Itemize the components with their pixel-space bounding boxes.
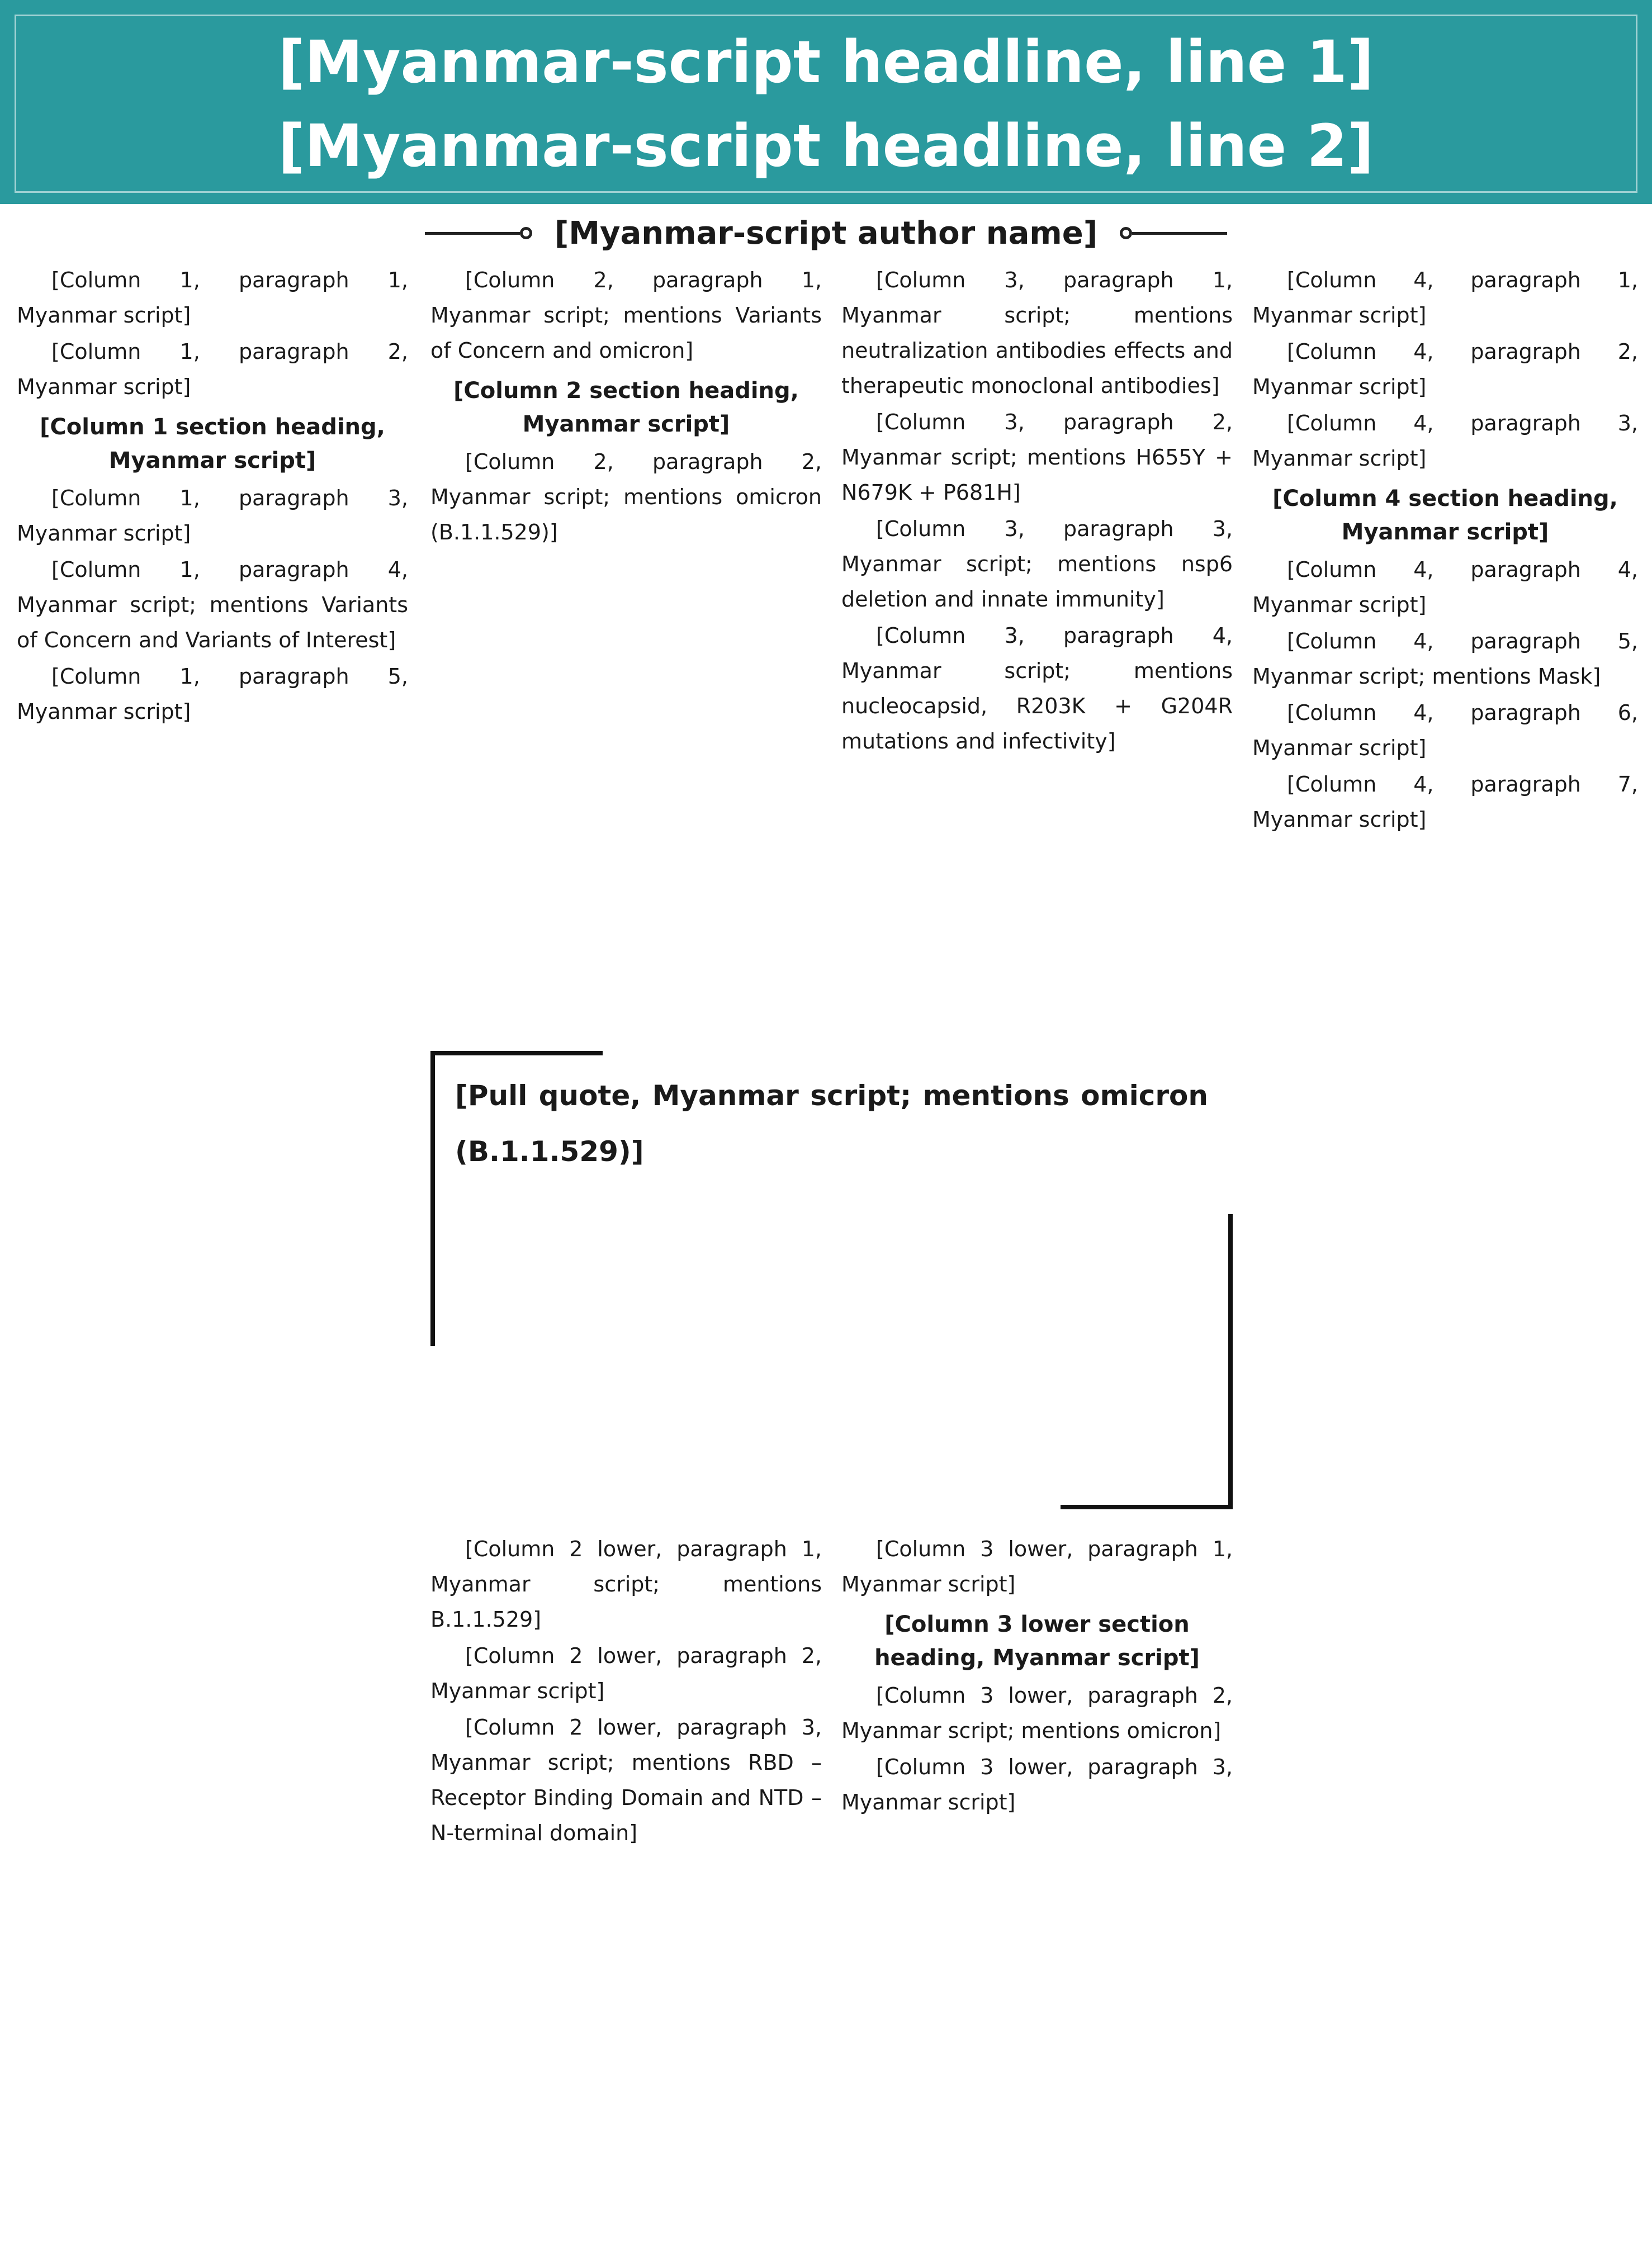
byline — [425, 214, 1227, 253]
paragraph: [Column 2, paragraph 2, Myanmar script; mentions omicron (B.1.1.529)] — [430, 449, 822, 544]
paragraph: [Column 1, paragraph 4, Myanmar script; mentions Variants of Concern and Variants of Interest] — [17, 557, 408, 652]
pull-quote-frame-top-left — [430, 1051, 603, 1346]
section-heading: [Column 3 lower section heading, Myanmar script] — [874, 1612, 1200, 1671]
paragraph: [Column 4, paragraph 3, Myanmar script] — [1252, 411, 1638, 471]
pull-quote-text: [Pull quote, Myanmar script; mentions omicron (B.1.1.529)] — [455, 1079, 1208, 1168]
paragraph: [Column 2 lower, paragraph 3, Myanmar script; mentions RBD – Receptor Binding Domain and NTD – N-terminal domain] — [430, 1715, 822, 1845]
paragraph: [Column 4, paragraph 7, Myanmar script] — [1252, 772, 1638, 832]
byline-rule-left — [425, 232, 520, 235]
author-name: [Myanmar-script author name] — [554, 215, 1098, 252]
byline-dot-left-icon — [520, 227, 532, 239]
paragraph: [Column 1, paragraph 2, Myanmar script] — [17, 339, 408, 399]
paragraph: [Column 3, paragraph 3, Myanmar script; mentions nsp6 deletion and innate immunity] — [841, 517, 1233, 612]
paragraph: [Column 2 lower, paragraph 2, Myanmar script] — [430, 1643, 822, 1703]
headline-line-2: [Myanmar-script headline, line 2] — [278, 111, 1374, 180]
byline-rule-right — [1132, 232, 1227, 235]
paragraph: [Column 4, paragraph 2, Myanmar script] — [1252, 339, 1638, 399]
paragraph: [Column 4, paragraph 6, Myanmar script] — [1252, 700, 1638, 760]
paragraph: [Column 3, paragraph 2, Myanmar script; mentions H655Y + N679K + P681H] — [841, 410, 1233, 505]
paragraph: [Column 1, paragraph 3, Myanmar script] — [17, 486, 408, 546]
column-1 — [17, 263, 408, 2242]
paragraph: [Column 3, paragraph 1, Myanmar script; mentions neutralization antibodies effects and therapeutic monoclonal antibodies] — [841, 268, 1233, 398]
paragraph: [Column 2, paragraph 1, Myanmar script; mentions Variants of Concern and omicron] — [430, 268, 822, 363]
column-3 — [841, 263, 1233, 1040]
column-2 — [430, 263, 822, 1040]
section-heading: [Column 4 section heading, Myanmar script] — [1272, 486, 1618, 545]
column-2-lower — [430, 1532, 822, 2242]
paragraph: [Column 3 lower, paragraph 1, Myanmar script] — [841, 1537, 1233, 1596]
paragraph: [Column 4, paragraph 1, Myanmar script] — [1252, 268, 1638, 328]
title-frame — [15, 15, 1637, 193]
pull-quote-frame-bottom-right — [1061, 1214, 1233, 1509]
column-4 — [1252, 263, 1638, 2242]
pull-quote — [430, 1051, 1233, 1509]
byline-dot-right-icon — [1120, 227, 1132, 239]
paragraph: [Column 1, paragraph 5, Myanmar script] — [17, 664, 408, 724]
headline-line-1: [Myanmar-script headline, line 1] — [278, 27, 1374, 96]
section-heading: [Column 1 section heading, Myanmar script] — [40, 414, 385, 473]
paragraph: [Column 3, paragraph 4, Myanmar script; mentions nucleocapsid, R203K + G204R mutations and infectivity] — [841, 623, 1233, 754]
paragraph: [Column 1, paragraph 1, Myanmar script] — [17, 268, 408, 328]
paragraph: [Column 2 lower, paragraph 1, Myanmar script; mentions B.1.1.529] — [430, 1537, 822, 1632]
paragraph: [Column 3 lower, paragraph 3, Myanmar script] — [841, 1755, 1233, 1815]
paragraph: [Column 4, paragraph 5, Myanmar script; mentions Mask] — [1252, 629, 1638, 689]
section-heading: [Column 2 section heading, Myanmar script] — [453, 378, 799, 437]
title-banner — [0, 0, 1652, 204]
paragraph: [Column 4, paragraph 4, Myanmar script] — [1252, 557, 1638, 617]
column-3-lower — [841, 1532, 1233, 2242]
paragraph: [Column 3 lower, paragraph 2, Myanmar script; mentions omicron] — [841, 1683, 1233, 1743]
